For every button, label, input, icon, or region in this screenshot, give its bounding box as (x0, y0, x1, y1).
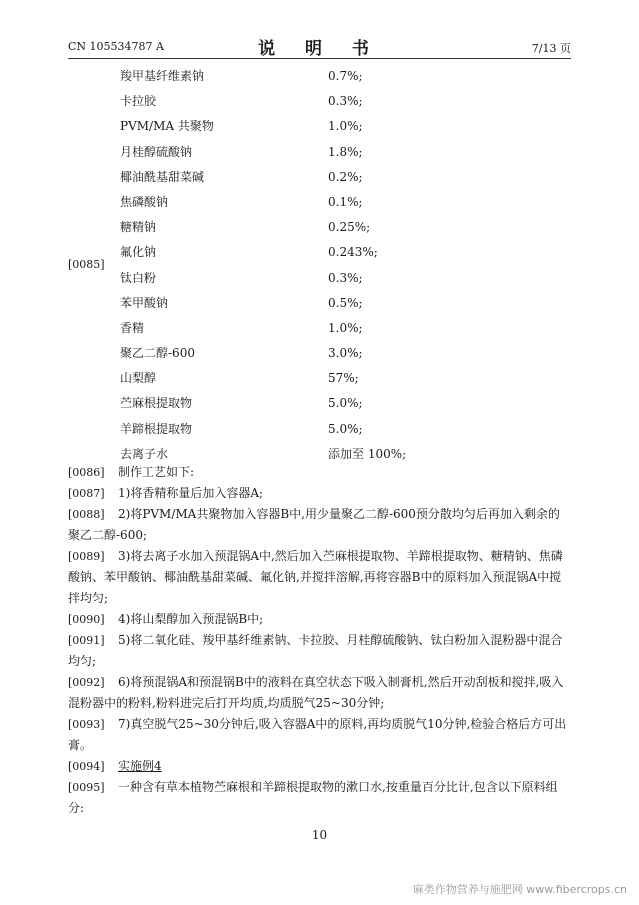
ingredient-name: 羧甲基纤维素钠 (120, 69, 205, 83)
paragraph-id-0085: [0085] (68, 258, 105, 271)
ingredient-amount: 1.0%; (328, 320, 363, 335)
ingredient-row (120, 341, 440, 366)
page-number: 10 (311, 828, 328, 842)
ingredient-row (120, 366, 440, 391)
paragraph-id: [0092] (68, 676, 105, 689)
ingredient-amount: 0.1%; (328, 194, 363, 209)
ingredient-amount: 5.0%; (328, 421, 363, 436)
ingredient-name: 焦磷酸钠 (120, 194, 169, 209)
paragraph-id: [0093] (68, 718, 105, 731)
paragraph-text: 4)将山梨醇加入预混锅B中; (118, 612, 264, 626)
ingredient-row (120, 64, 440, 89)
ingredient-row (120, 291, 440, 316)
ingredient-amount: 0.7%; (328, 69, 363, 83)
paragraph (68, 630, 571, 672)
paragraph-text: 5)将二氧化硅、羧甲基纤维素钠、卡拉胶、月桂醇硫酸钠、钛白粉加入混粉器中混合均匀; (68, 633, 563, 668)
ingredient-name: 钛白粉 (120, 270, 157, 285)
doc-title: 说 明 书 (258, 39, 381, 59)
ingredient-amount: 5.0%; (328, 396, 363, 411)
paragraph-text: 7)真空脱气25~30分钟后,吸入容器A中的原料,再均质脱气10分钟,检验合格后方可出膏。 (68, 717, 567, 752)
ingredient-amount: 57%; (328, 371, 359, 386)
page-header (68, 34, 571, 58)
paragraph-text: 1)将香精称量后加入容器A; (118, 486, 264, 500)
ingredient-table (120, 64, 440, 467)
ingredient-name: 椰油酰基甜菜碱 (120, 169, 205, 184)
paragraph-text: 制作工艺如下: (118, 465, 195, 479)
paragraph-id: [0086] (68, 466, 105, 479)
ingredient-amount: 1.0%; (328, 119, 363, 134)
paragraph (68, 462, 571, 483)
ingredient-name: 山梨醇 (120, 371, 157, 386)
paragraph (68, 756, 571, 777)
ingredient-name: 去离子水 (120, 446, 169, 461)
paragraph (68, 546, 571, 609)
ingredient-name: 羊蹄根提取物 (120, 421, 193, 436)
ingredient-name: 糖精钠 (120, 220, 157, 235)
ingredient-name: 苎麻根提取物 (120, 396, 193, 411)
ingredient-name: 月桂醇硫酸钠 (120, 144, 193, 159)
ingredient-amount: 添加至 100%; (328, 446, 407, 461)
paragraph (68, 714, 571, 756)
header-divider (68, 58, 571, 59)
ingredient-name: 聚乙二醇-600 (120, 346, 195, 361)
ingredient-name: 卡拉胶 (120, 94, 157, 109)
ingredient-row (120, 266, 440, 291)
paragraph-id: [0094] (68, 760, 105, 773)
paragraph-text: 实施例4 (118, 759, 162, 773)
paragraph-id: [0087] (68, 487, 105, 500)
paragraph-text: 3)将去离子水加入预混锅A中,然后加入苎麻根提取物、羊蹄根提取物、糖精钠、焦磷酸钠、苯甲酸钠、椰油酰基甜菜碱、氟化钠,并搅拌溶解,再将容器B中的原料加入预混锅A中搅拌均匀; (68, 549, 563, 605)
paragraph-id: [0089] (68, 550, 105, 563)
paragraph-text: 2)将PVM/MA共聚物加入容器B中,用少量聚乙二醇-600预分散均匀后再加入剩余的聚乙二醇-600; (68, 507, 560, 542)
ingredient-row (120, 140, 440, 165)
paragraph-id: [0088] (68, 508, 105, 521)
watermark: 麻类作物营养与施肥网 www.fibercrops.cn (412, 883, 627, 896)
ingredient-row (120, 190, 440, 215)
ingredient-row (120, 114, 440, 139)
paragraph (68, 672, 571, 714)
page-info: 7/13 页 (531, 42, 571, 55)
ingredient-name: PVM/MA 共聚物 (120, 119, 214, 134)
ingredient-row (120, 89, 440, 114)
ingredient-row (120, 391, 440, 416)
ingredient-amount: 0.3%; (328, 270, 363, 285)
ingredient-amount: 3.0%; (328, 346, 363, 361)
ingredient-row (120, 316, 440, 341)
paragraph (68, 504, 571, 546)
ingredient-amount: 0.243%; (328, 245, 378, 260)
doc-number: CN 105534787 A (68, 40, 164, 53)
ingredient-name: 香精 (120, 320, 145, 335)
paragraph (68, 483, 571, 504)
paragraph (68, 777, 571, 819)
ingredient-row (120, 240, 440, 265)
paragraph-text: 一种含有草本植物苎麻根和羊蹄根提取物的漱口水,按重量百分比计,包含以下原料组分: (68, 780, 558, 815)
paragraph (68, 609, 571, 630)
ingredient-amount: 0.2%; (328, 169, 363, 184)
ingredient-amount: 0.25%; (328, 220, 371, 235)
paragraph-list (68, 462, 571, 819)
paragraph-id: [0095] (68, 781, 105, 794)
ingredient-amount: 0.3%; (328, 94, 363, 109)
ingredient-row (120, 165, 440, 190)
ingredient-amount: 0.5%; (328, 295, 363, 310)
ingredient-name: 氟化钠 (120, 245, 157, 260)
ingredient-row (120, 417, 440, 442)
ingredient-amount: 1.8%; (328, 144, 363, 159)
paragraph-id: [0091] (68, 634, 105, 647)
ingredient-name: 苯甲酸钠 (120, 295, 169, 310)
paragraph-id: [0090] (68, 613, 105, 626)
ingredient-row (120, 215, 440, 240)
paragraph-text: 6)将预混锅A和预混锅B中的液料在真空状态下吸入制膏机,然后开动刮板和搅拌,吸入混粉器中的粉料,粉料进完后打开均质,均质脱气25~30分钟; (68, 675, 564, 710)
